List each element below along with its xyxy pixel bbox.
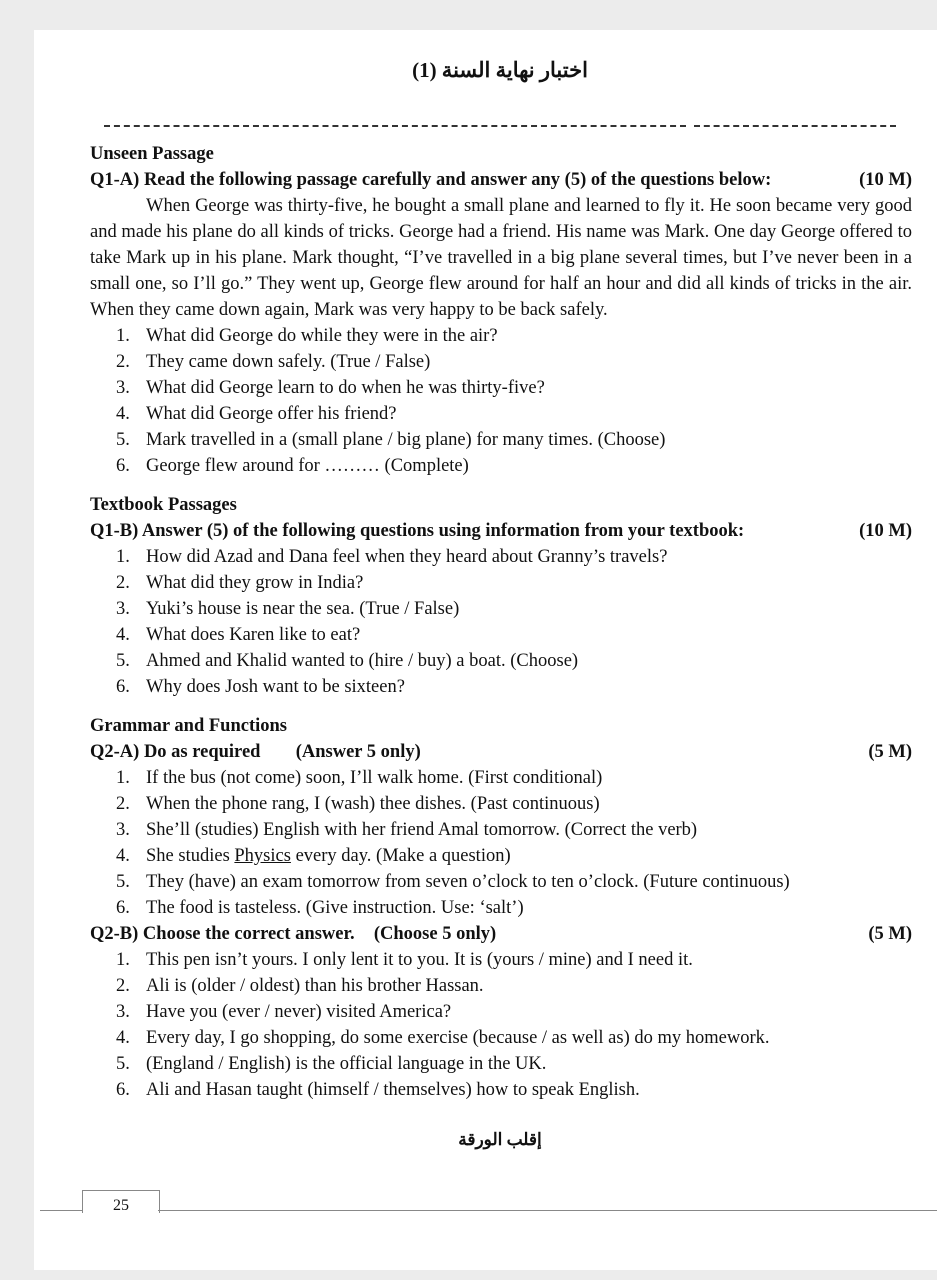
list-item: 2. When the phone rang, I (wash) thee dishes. (Past continuous) xyxy=(116,794,600,814)
turn-page-note: إقلب الورقة xyxy=(458,1130,542,1149)
header-divider-left xyxy=(104,125,686,127)
q1b-marks: (10 M) xyxy=(859,521,912,541)
list-item: 6. George flew around for ……… (Complete) xyxy=(116,456,469,476)
list-item: 5. (England / English) is the official language in the UK. xyxy=(116,1054,547,1074)
section-title-textbook: Textbook Passages xyxy=(90,495,237,515)
page-title: اختبار نهاية السنة (1) xyxy=(412,58,588,82)
q2b-label: Q2-B) Choose the correct answer. xyxy=(90,924,355,944)
q1a-marks: (10 M) xyxy=(859,170,912,190)
list-item: 4. Every day, I go shopping, do some exercise (because / as well as) do my homework. xyxy=(116,1028,770,1048)
list-item: 3. What did George learn to do when he was thirty-five? xyxy=(116,378,545,398)
list-item: 2. Ali is (older / oldest) than his brother Hassan. xyxy=(116,976,484,996)
list-item: 6. The food is tasteless. (Give instruction. Use: ‘salt’) xyxy=(116,898,524,918)
list-item: 2. They came down safely. (True / False) xyxy=(116,352,431,372)
q2a-label: Q2-A) Do as required xyxy=(90,742,261,762)
q2a-marks: (5 M) xyxy=(868,742,912,762)
question-header-q1b xyxy=(90,518,912,544)
q1b-question-list xyxy=(90,544,912,700)
list-item: 3. She’ll (studies) English with her friend Amal tomorrow. (Correct the verb) xyxy=(116,820,698,840)
list-item: 3. Have you (ever / never) visited America? xyxy=(116,1002,452,1022)
list-item: 6. Ali and Hasan taught (himself / themselves) how to speak English. xyxy=(116,1080,640,1100)
section-title-grammar: Grammar and Functions xyxy=(90,716,288,736)
reading-passage: When George was thirty-five, he bought a small plane and learned to fly it. He soon became very good and made his plane do all kinds of tricks. George had a friend. His name was Mark. One day George offered to take Mark up in his plane. Mark thought, “I’ve travelled in a big plane several times, but I’ve never been in a small one, so I’ll go.” They went up, George flew around for half an hour and did all kinds of tricks in the air. When they came down again, Mark was very happy to be back safely. xyxy=(90,196,912,320)
footer-rule-left xyxy=(40,1210,82,1211)
q1a-label: Q1-A) Read the following passage carefully and answer any (5) of the questions below: xyxy=(90,170,772,190)
page-number: 25 xyxy=(82,1190,160,1213)
q2b-marks: (5 M) xyxy=(868,924,912,944)
underlined-word: Physics xyxy=(234,846,291,866)
list-item: 1. If the bus (not come) soon, I’ll walk home. (First conditional) xyxy=(116,768,603,788)
list-item: 6. Why does Josh want to be sixteen? xyxy=(116,677,405,697)
question-header-q1a xyxy=(90,167,912,193)
question-header-q2a xyxy=(90,739,912,765)
list-item: 5. Mark travelled in a (small plane / big plane) for many times. (Choose) xyxy=(116,430,666,450)
header-divider-right xyxy=(694,125,896,127)
q1a-question-list xyxy=(90,323,912,479)
list-item: 1. How did Azad and Dana feel when they heard about Granny’s travels? xyxy=(116,547,668,567)
exam-content xyxy=(90,141,912,1103)
q2a-question-list xyxy=(90,765,912,921)
list-item: 2. What did they grow in India? xyxy=(116,573,364,593)
list-item: 5. They (have) an exam tomorrow from seven o’clock to ten o’clock. (Future continuous) xyxy=(116,872,790,892)
list-item: 5. Ahmed and Khalid wanted to (hire / buy) a boat. (Choose) xyxy=(116,651,579,671)
footer-rule xyxy=(158,1210,937,1211)
list-item: 4. What does Karen like to eat? xyxy=(116,625,361,645)
list-item: 4. She studies Physics every day. (Make a question) xyxy=(116,846,511,866)
list-item: 4. What did George offer his friend? xyxy=(116,404,397,424)
q2a-note: (Answer 5 only) xyxy=(295,742,421,762)
list-item: 1. What did George do while they were in the air? xyxy=(116,326,498,346)
q2b-question-list xyxy=(90,947,912,1103)
list-item: 3. Yuki’s house is near the sea. (True / False) xyxy=(116,599,460,619)
section-title-unseen: Unseen Passage xyxy=(90,144,214,164)
question-header-q2b xyxy=(90,921,912,947)
list-item: 1. This pen isn’t yours. I only lent it to you. It is (yours / mine) and I need it. xyxy=(116,950,693,970)
q2b-note: (Choose 5 only) xyxy=(373,924,497,944)
q1b-label: Q1-B) Answer (5) of the following questions using information from your textbook: xyxy=(90,521,745,541)
